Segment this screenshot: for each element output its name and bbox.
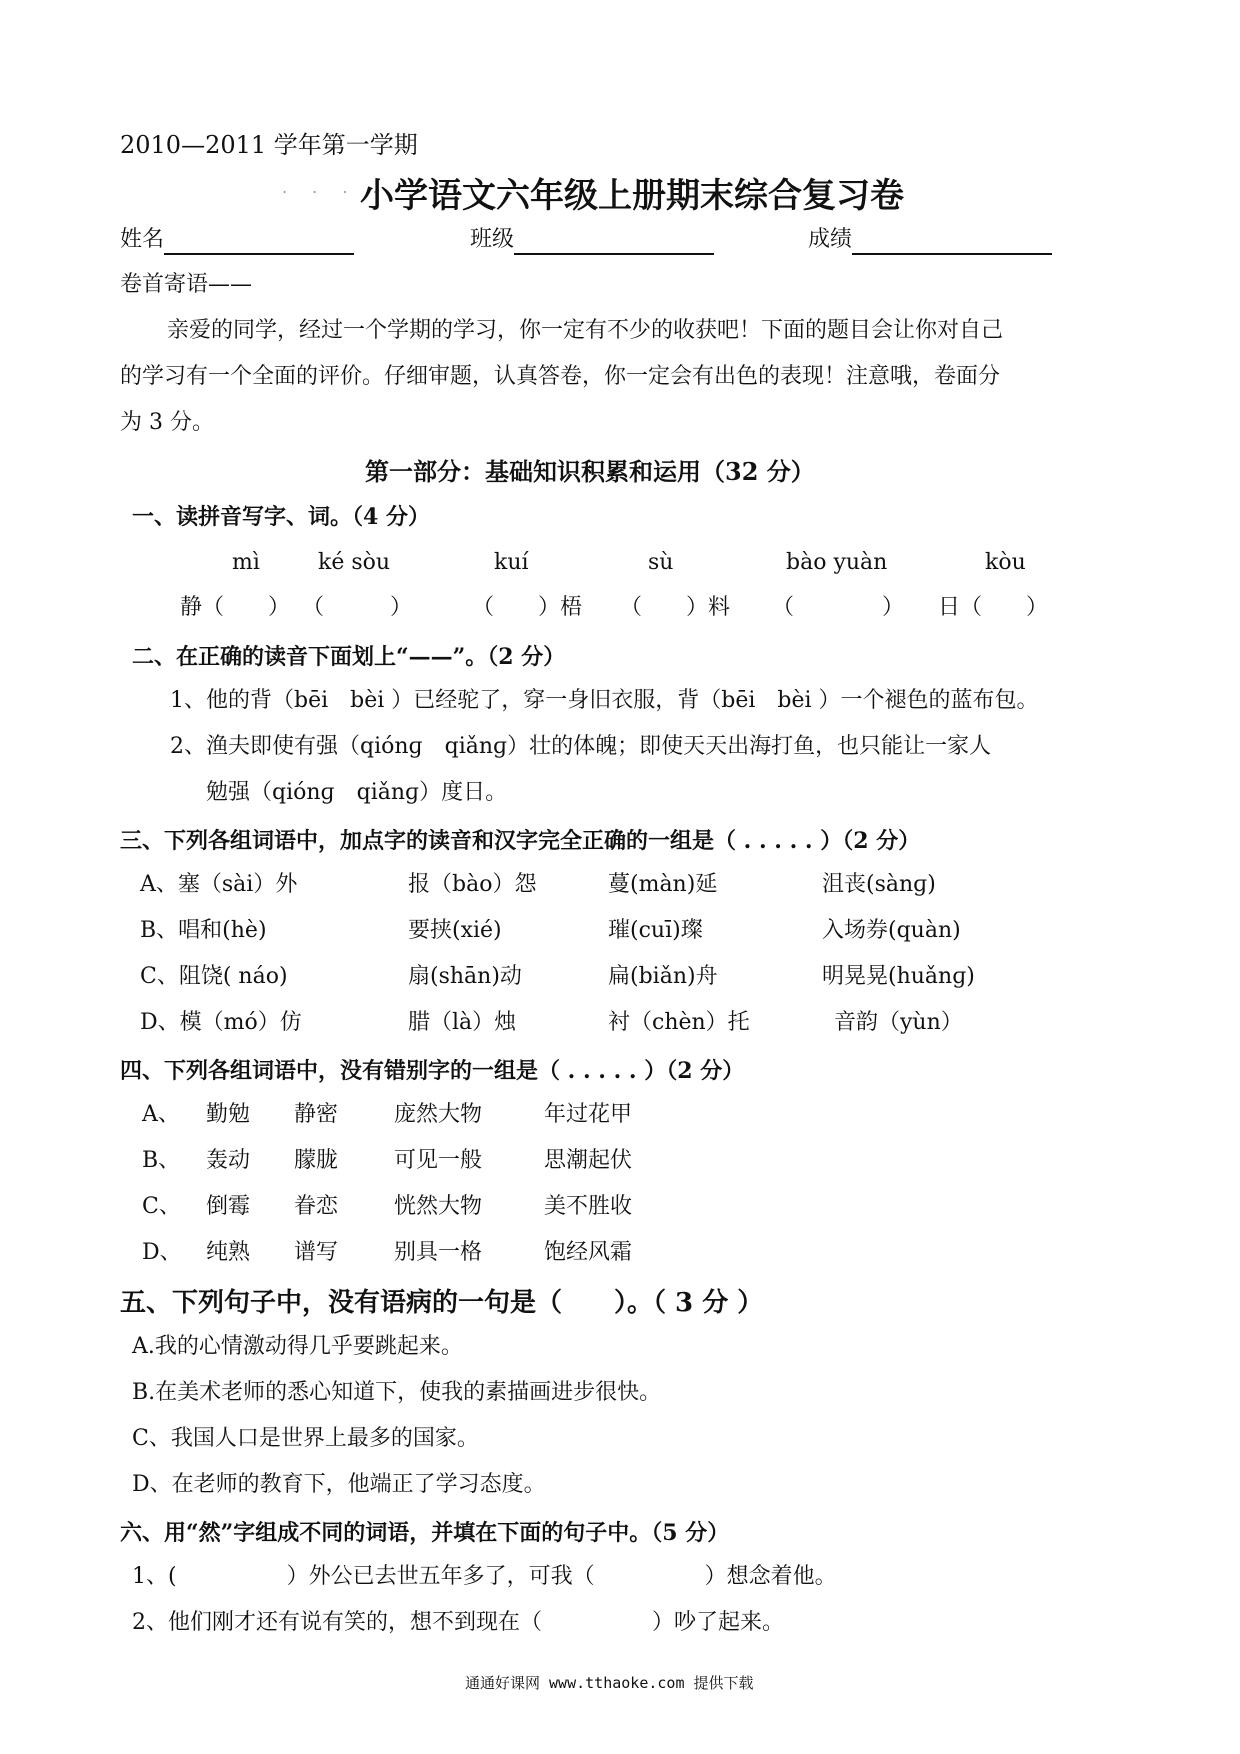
preface-line-2: 的学习有一个全面的评价。仔细审题，认真答卷，你一定会有出色的表现！注意哦，卷面分: [120, 364, 1001, 389]
title-dots: . . . .: [282, 178, 388, 197]
q5-option-a: A.我的心情激动得几乎要跳起来。: [132, 1334, 463, 1359]
q5-title: 五、下列句子中，没有语病的一句是（ ）。（ 3 分 ）: [120, 1288, 764, 1318]
q1-blank-6[interactable]: 日（ ）: [938, 595, 1049, 620]
q6-title: 六、用“然”字组成不同的词语，并填在下面的句子中。（5 分）: [120, 1520, 730, 1546]
q3-b-2: 要挟(xié): [408, 918, 502, 943]
q3-d-3: 衬（chèn）托: [608, 1010, 750, 1035]
q4-d-1: 纯熟: [206, 1240, 251, 1265]
q4-d-2: 谱写: [294, 1240, 339, 1265]
q6-line-1: 1、( ）外公已去世五年多了，可我（ ）想念着他。: [132, 1564, 837, 1589]
preface-line-1: 亲爱的同学，经过一个学期的学习，你一定有不少的收获吧！下面的题目会让你对自己: [167, 318, 1004, 343]
class-blank[interactable]: [514, 231, 714, 255]
q3-a-4: 沮丧(sànɡ): [822, 872, 936, 897]
part1-title: 第一部分：基础知识积累和运用（32 分）: [365, 457, 815, 486]
q4-c-2: 眷恋: [294, 1194, 339, 1219]
q3-b-4: 入场券(quàn): [822, 918, 961, 943]
q3-c-1: C、阻饶( náo): [140, 964, 288, 989]
q4-d-4: 饱经风霜: [544, 1240, 633, 1265]
q4-c-4: 美不胜收: [544, 1194, 633, 1219]
q3-d-4: 音韵（yùn）: [834, 1010, 963, 1035]
preface-line-3: 为 3 分。: [120, 410, 214, 435]
q1-title: 一、读拼音写字、词。（4 分）: [132, 504, 430, 530]
q6-line-2: 2、他们刚才还有说有笑的，想不到现在（ ）吵了起来。: [132, 1610, 784, 1635]
q3-title: 三、下列各组词语中，加点字的读音和汉字完全正确的一组是（ . . . . . ）（2 分）: [120, 828, 921, 854]
class-label: 班级: [470, 227, 515, 252]
q4-a-2: 静密: [294, 1102, 339, 1127]
preface-heading: 卷首寄语——: [120, 272, 253, 297]
score-blank[interactable]: [852, 231, 1052, 255]
q4-title: 四、下列各组词语中，没有错别字的一组是（ . . . . . ）（2 分）: [120, 1058, 745, 1084]
score-label: 成绩: [808, 227, 853, 252]
footer-text: 通通好课网 www.tthaoke.com 提供下载: [465, 1674, 754, 1692]
q3-a-1: A、塞（sài）外: [140, 872, 298, 897]
q1-blank-5[interactable]: （ ）: [772, 595, 905, 620]
q4-a-label: A、: [142, 1102, 180, 1127]
q1-pinyin-3: kuí: [494, 550, 529, 575]
q4-c-1: 倒霉: [206, 1194, 251, 1219]
q4-a-1: 勤勉: [206, 1102, 251, 1127]
q3-b-3: 璀(cuī)璨: [608, 918, 703, 943]
q1-pinyin-6: kòu: [985, 550, 1026, 575]
q4-b-label: B、: [142, 1148, 181, 1173]
q1-blank-4[interactable]: （ ）料: [620, 595, 731, 620]
q1-pinyin-2: ké sòu: [318, 550, 391, 575]
q5-option-c: C、我国人口是世界上最多的国家。: [132, 1426, 479, 1451]
q1-blank-2[interactable]: （ ）: [302, 595, 413, 620]
q3-c-3: 扁(biǎn)舟: [608, 964, 718, 989]
q1-pinyin-4: sù: [648, 550, 674, 575]
class-field[interactable]: [470, 225, 714, 255]
q1-pinyin-1: mì: [232, 550, 260, 575]
q4-c-3: 恍然大物: [394, 1194, 483, 1219]
q4-b-3: 可见一般: [394, 1148, 483, 1173]
name-blank[interactable]: [164, 231, 354, 255]
q2-line-3: 勉强（qiónɡ qiǎnɡ）度日。: [206, 780, 508, 805]
q4-b-4: 思潮起伏: [544, 1148, 633, 1173]
q3-c-4: 明晃晃(huǎnɡ): [822, 964, 975, 989]
q2-title: 二、在正确的读音下面划上“——”。（2 分）: [132, 644, 566, 670]
name-field[interactable]: [120, 225, 354, 255]
q3-d-1: D、模（mó）仿: [140, 1010, 302, 1035]
q1-blank-1[interactable]: 静（ ）: [180, 595, 291, 620]
q4-a-4: 年过花甲: [544, 1102, 633, 1127]
q4-b-2: 朦胧: [294, 1148, 339, 1173]
q4-c-label: C、: [142, 1194, 181, 1219]
page-title: 小学语文六年级上册期末综合复习卷: [360, 176, 904, 216]
q2-line-2: 2、渔夫即使有强（qiónɡ qiǎnɡ）壮的体魄；即使天天出海打鱼，也只能让一家人: [170, 734, 992, 759]
q3-d-2: 腊（là）烛: [408, 1010, 517, 1035]
q4-b-1: 轰动: [206, 1148, 251, 1173]
q3-a-2: 报（bào）怨: [408, 872, 537, 897]
q2-line-1: 1、他的背（bēi bèi ）已经驼了，穿一身旧衣服，背（bēi bèi ）一个褪色的蓝布包。: [170, 688, 1039, 713]
q1-pinyin-5: bào yuàn: [786, 550, 888, 575]
q4-a-3: 庞然大物: [394, 1102, 483, 1127]
name-label: 姓名: [120, 227, 165, 252]
q5-option-d: D、在老师的教育下，他端正了学习态度。: [132, 1472, 546, 1497]
q1-blank-3[interactable]: （ ）梧: [472, 595, 583, 620]
q4-d-label: D、: [142, 1240, 182, 1265]
q3-a-3: 蔓(màn)延: [608, 872, 718, 897]
q3-b-1: B、唱和(hè): [140, 918, 267, 943]
score-field[interactable]: [808, 225, 1052, 255]
school-year: 2010—2011 学年第一学期: [120, 131, 418, 159]
q3-c-2: 扇(shān)动: [408, 964, 522, 989]
q4-d-3: 别具一格: [394, 1240, 483, 1265]
q5-option-b: B.在美术老师的悉心知道下，使我的素描画进步很快。: [132, 1380, 662, 1405]
